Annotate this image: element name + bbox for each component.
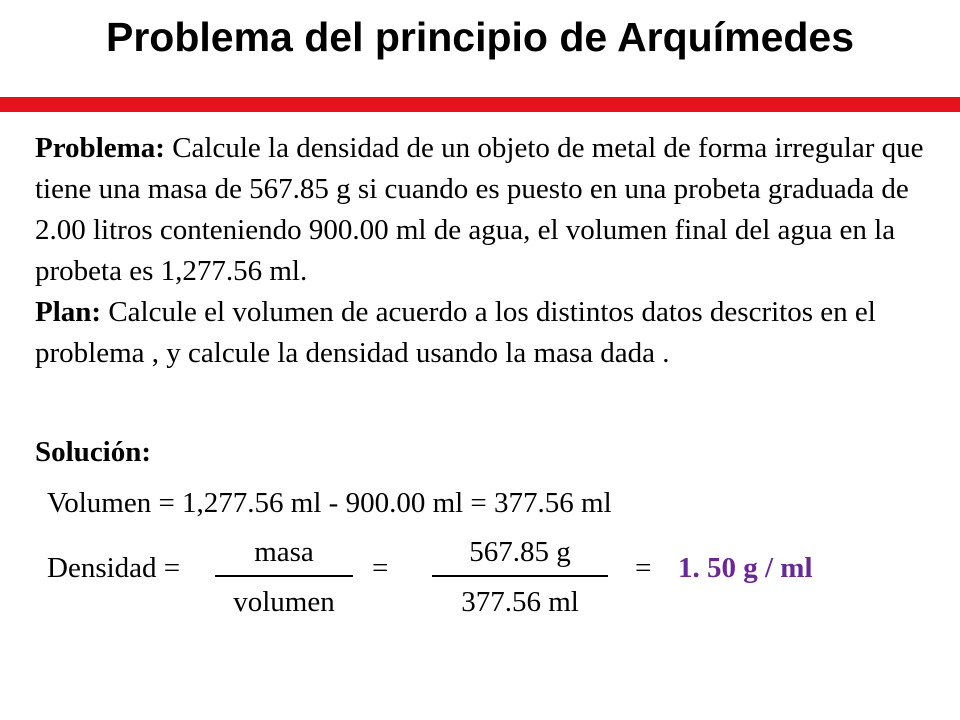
slide-title: Problema del principio de Arquímedes — [105, 14, 855, 60]
fraction1-bar — [215, 575, 353, 577]
fraction2-numerator: 567.85 g — [469, 536, 571, 568]
density-label: Densidad = — [47, 552, 181, 584]
fraction2-bar — [432, 575, 608, 577]
problem-statement-block — [35, 128, 935, 374]
density-result: 1. 50 g / ml — [678, 552, 813, 584]
fraction1-denominator: volumen — [233, 586, 335, 618]
problem-text: Calcule la densidad de un objeto de metal de forma irregular que tiene una masa de 567.85 g si cuando es puesto en una probeta graduada de 2.00 litros conteniendo 900.00 ml de agua, el volumen final del agua en la probeta es 1,277.56 ml. — [35, 132, 924, 287]
title-divider — [0, 97, 960, 112]
plan-paragraph — [35, 292, 935, 374]
problem-label: Problema: — [35, 132, 165, 164]
problem-paragraph — [35, 128, 935, 292]
fraction2-denominator: 377.56 ml — [461, 586, 579, 618]
equals-sign-2: = — [635, 552, 652, 584]
plan-label: Plan: — [35, 296, 102, 328]
solution-label: Solución: — [35, 436, 152, 468]
plan-text: Calcule el volumen de acuerdo a los distintos datos descritos en el problema , y calcule la densidad usando la masa dada . — [35, 296, 876, 369]
fraction1-numerator: masa — [254, 536, 314, 568]
equals-sign-1: = — [372, 552, 389, 584]
volume-equation: Volumen = 1,277.56 ml - 900.00 ml = 377.56 ml — [47, 487, 612, 519]
